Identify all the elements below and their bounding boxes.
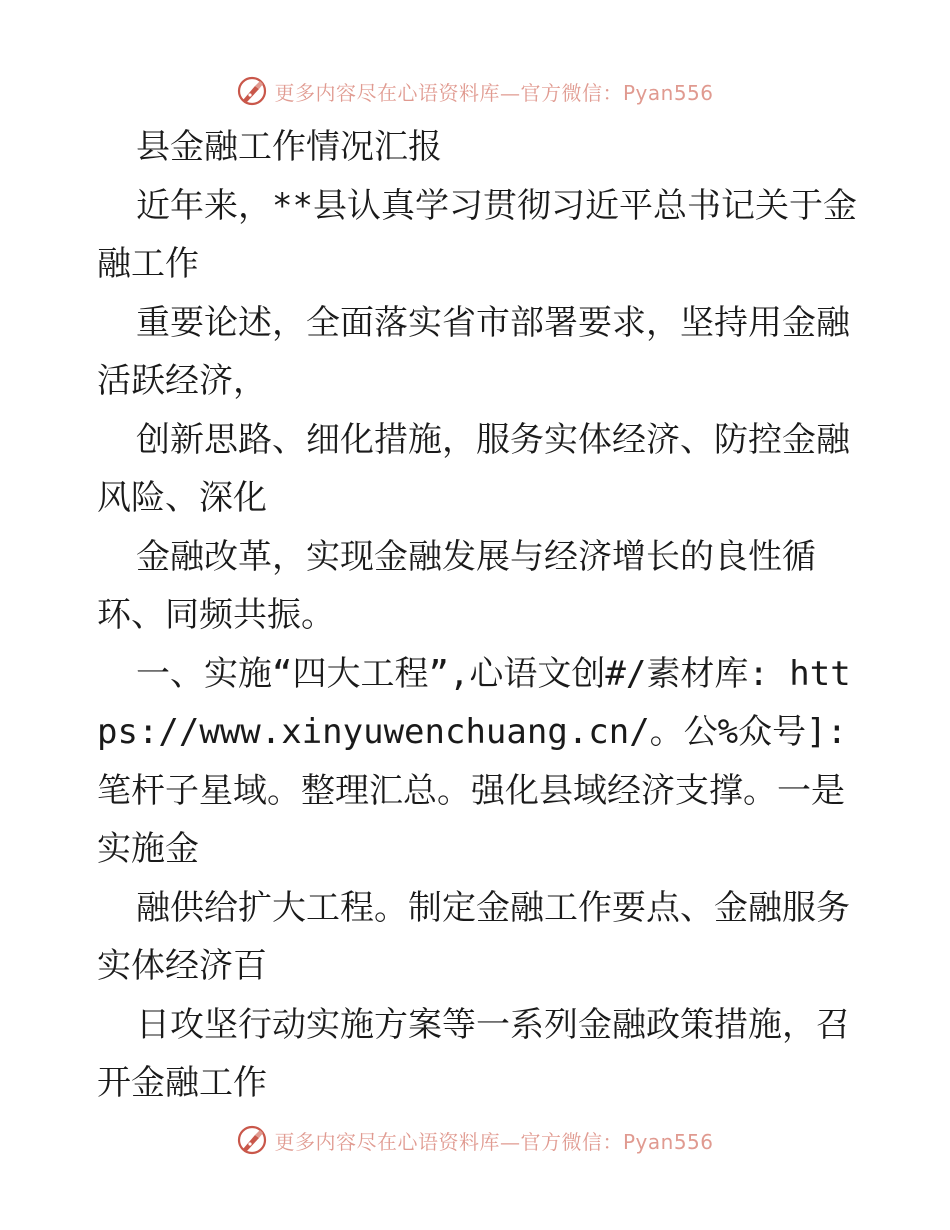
banner-text: 更多内容尽在心语资料库—官方微信：Pyan556 bbox=[274, 80, 714, 105]
paragraph-5: 一、实施“四大工程”,心语文创#/素材库: https://www.xinyuwenchuang.cn/。公%众号]: 笔杆子星域。整理汇总。强化县域经济支撑。一是实施金 bbox=[97, 653, 868, 869]
paragraph-7: 日攻坚行动实施方案等一系列金融政策措施，召开金融工作 bbox=[97, 1004, 850, 1103]
banner-text: 更多内容尽在心语资料库—官方微信：Pyan556 bbox=[274, 1129, 714, 1154]
paragraph-6: 融供给扩大工程。制定金融工作要点、金融服务实体经济百 bbox=[97, 887, 850, 986]
pen-nib-circle-icon bbox=[236, 1124, 268, 1156]
document-title: 县金融工作情况汇报 bbox=[136, 127, 442, 167]
paragraph-2: 重要论述，全面落实省市部署要求，坚持用金融活跃经济， bbox=[97, 302, 850, 401]
wechat-id: Pyan556 bbox=[622, 1129, 714, 1154]
wechat-id: Pyan556 bbox=[622, 80, 714, 105]
document-body bbox=[97, 118, 868, 1113]
paragraph-4: 金融改革，实现金融发展与经济增长的良性循环、同频共振。 bbox=[97, 536, 816, 635]
paragraph-3: 创新思路、细化措施，服务实体经济、防控金融风险、深化 bbox=[97, 419, 850, 518]
header-watermark-banner bbox=[0, 71, 950, 111]
footer-watermark-banner bbox=[0, 1120, 950, 1160]
pen-nib-circle-icon bbox=[236, 75, 268, 107]
paragraph-1: 近年来，**县认真学习贯彻习近平总书记关于金融工作 bbox=[97, 185, 857, 284]
